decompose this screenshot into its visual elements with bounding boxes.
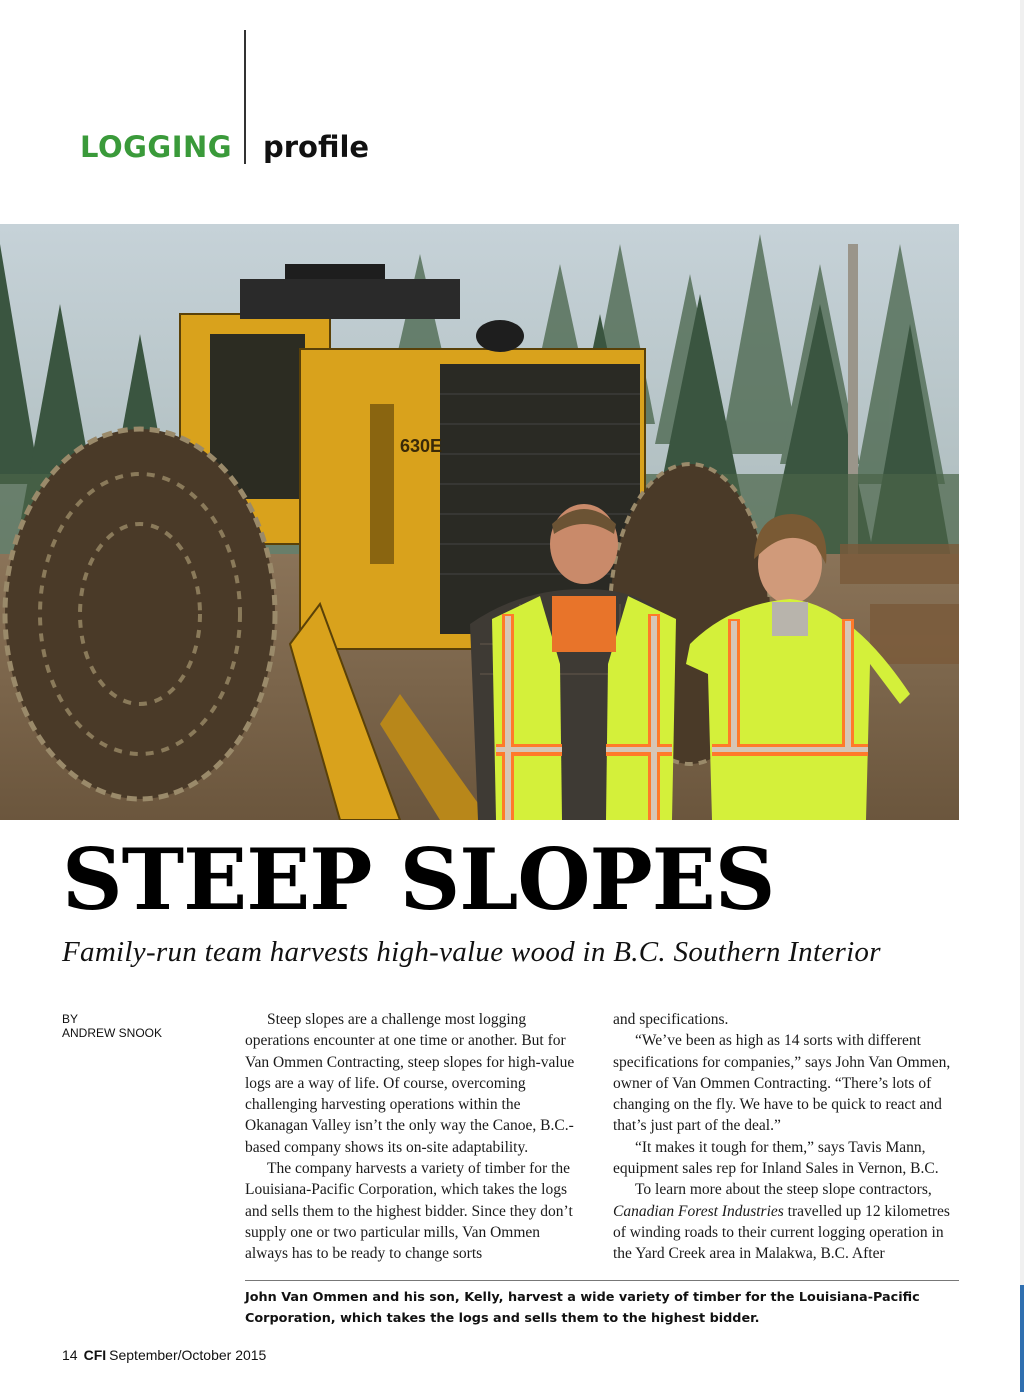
page-footer [62, 1347, 266, 1363]
photo-loggers-with-skidder [0, 224, 959, 820]
machine-number-label: 630E [400, 436, 443, 456]
article-headline: STEEP SLOPES [62, 830, 775, 929]
text-run: travelled up 12 kilometres of winding roads to their current logging operation in the Yard Creek area in Malakwa, B.C. After [613, 1202, 950, 1263]
paragraph: “We’ve been as high as 14 sorts with different specifications for companies,” says John Van Ommen, owner of Van Ommen Contracting. “There’s lots of changing on the fly. We have to be quick to react and that’s just part of the deal.” [613, 1032, 951, 1135]
byline [62, 1012, 162, 1040]
article-column-2 [613, 1009, 951, 1265]
paragraph: Steep slopes are a challenge most logging operations encounter at one time or another. But for Van Ommen Contracting, steep slopes for high-value logs are a way of life. Of course, overcoming challenging harvesting operations within the Okanagan Valley isn’t the only way the Canoe, B.C.-based company shows its on-site adaptability. [245, 1011, 575, 1156]
caption-rule [245, 1280, 959, 1281]
paragraph: “It makes it tough for them,” says Tavis Mann, equipment sales rep for Inland Sales in Vernon, B.C. [613, 1138, 939, 1178]
magazine-name: CFI [83, 1347, 107, 1363]
paragraph: The company harvests a variety of timber for the Louisiana-Pacific Corporation, which takes the logs and sells them to the highest bidder. Since they don’t supply one or two particular mills, Van Ommen always has to be ready to change sorts [245, 1160, 573, 1263]
publication-title: Canadian Forest Industries [613, 1202, 784, 1220]
paragraph [613, 1179, 951, 1264]
article-column-1 [245, 1009, 583, 1265]
section-divider [244, 30, 246, 164]
article-subheadline: Family-run team harvests high-value wood in B.C. Southern Interior [62, 936, 881, 968]
photo-caption: John Van Ommen and his son, Kelly, harvest a wide variety of timber for the Louisiana-Pacific Corporation, which takes the logs and sells them to the highest bidder. [245, 1290, 920, 1326]
page-edge-accent [1020, 1285, 1024, 1392]
byline-author: ANDREW SNOOK [62, 1026, 163, 1040]
paragraph: and specifications. [613, 1011, 729, 1028]
page-edge-strip [1020, 0, 1024, 1392]
section-sub: profile [263, 130, 370, 164]
text-run: To learn more about the steep slope contractors, [635, 1181, 932, 1199]
byline-prefix: BY [62, 1012, 79, 1026]
page-number: 14 [62, 1347, 78, 1363]
section-label: LOGGING [80, 130, 233, 164]
issue-date: September/October 2015 [109, 1347, 267, 1363]
feature-photo [0, 224, 959, 820]
